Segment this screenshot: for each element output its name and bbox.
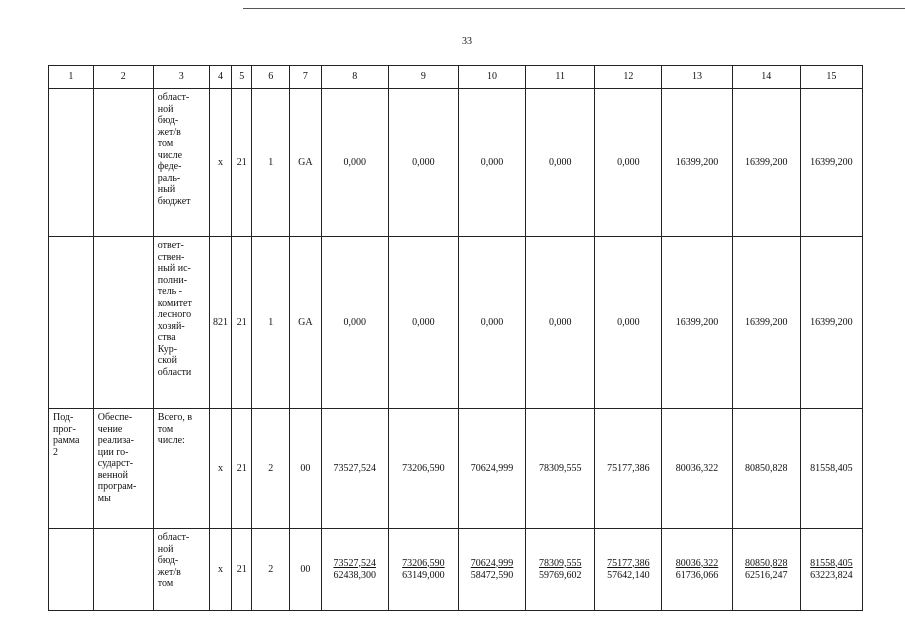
table-row	[49, 237, 863, 409]
header-cell: 11	[526, 66, 595, 89]
cell-rz: 21	[232, 237, 252, 409]
cell-value: 80850,828	[732, 409, 800, 529]
cell-value: 73206,590	[388, 409, 458, 529]
cell-value: 80036,322	[662, 409, 732, 529]
cell-value: 75177,386	[595, 409, 662, 529]
header-cell: 1	[49, 66, 94, 89]
cell-value-pair: 73527,524 62438,300	[321, 529, 388, 611]
cell-value-pair: 73206,590 63149,000	[388, 529, 458, 611]
cell-value-pair: 70624,999 58472,590	[458, 529, 525, 611]
header-cell: 12	[595, 66, 662, 89]
cell-grbs: x	[209, 529, 231, 611]
header-row	[49, 66, 863, 89]
cell-value: 16399,200	[800, 89, 862, 237]
cell-value-pair: 75177,386 57642,140	[595, 529, 662, 611]
cell-source: Всего, в том числе:	[153, 409, 209, 529]
cell-rz: 21	[232, 409, 252, 529]
cell-value: 0,000	[321, 89, 388, 237]
header-cell: 3	[153, 66, 209, 89]
cell-value-pair: 81558,405 63223,824	[800, 529, 862, 611]
cell-program	[49, 237, 94, 409]
cell-program	[49, 89, 94, 237]
top-rule	[243, 8, 905, 9]
cell-name: Обеспе- чение реализа- ции го- сударст- венной програм- мы	[93, 409, 153, 529]
cell-value: 0,000	[388, 237, 458, 409]
header-cell: 9	[388, 66, 458, 89]
cell-name	[93, 89, 153, 237]
cell-grbs: 821	[209, 237, 231, 409]
header-cell: 5	[232, 66, 252, 89]
table-row	[49, 409, 863, 529]
cell-value: 78309,555	[526, 409, 595, 529]
cell-value: 73527,524	[321, 409, 388, 529]
cell-name	[93, 529, 153, 611]
cell-grbs: x	[209, 89, 231, 237]
header-cell: 13	[662, 66, 732, 89]
cell-value-pair: 80036,322 61736,066	[662, 529, 732, 611]
cell-program	[49, 529, 94, 611]
cell-source: област- ной бюд- жет/в том числе феде- раль- ный бюджет	[153, 89, 209, 237]
header-cell: 6	[252, 66, 290, 89]
header-cell: 15	[800, 66, 862, 89]
cell-value: 0,000	[595, 89, 662, 237]
header-cell: 8	[321, 66, 388, 89]
cell-value: 0,000	[526, 89, 595, 237]
header-cell: 4	[209, 66, 231, 89]
cell-csr: 00	[290, 409, 322, 529]
cell-pr: 2	[252, 409, 290, 529]
cell-program: Под- прог- рамма 2	[49, 409, 94, 529]
cell-value: 16399,200	[732, 237, 800, 409]
cell-value: 0,000	[458, 237, 525, 409]
cell-name	[93, 237, 153, 409]
cell-csr: GA	[290, 89, 322, 237]
cell-value: 16399,200	[662, 89, 732, 237]
cell-value: 16399,200	[662, 237, 732, 409]
cell-value: 0,000	[595, 237, 662, 409]
cell-value: 81558,405	[800, 409, 862, 529]
cell-value: 0,000	[388, 89, 458, 237]
cell-value: 70624,999	[458, 409, 525, 529]
cell-value-pair: 78309,555 59769,602	[526, 529, 595, 611]
page-number: 33	[462, 36, 472, 47]
cell-source: област- ной бюд- жет/в том	[153, 529, 209, 611]
header-cell: 14	[732, 66, 800, 89]
cell-csr: GA	[290, 237, 322, 409]
header-cell: 7	[290, 66, 322, 89]
cell-value-pair: 80850,828 62516,247	[732, 529, 800, 611]
header-cell: 10	[458, 66, 525, 89]
table-row	[49, 529, 863, 611]
header-cell: 2	[93, 66, 153, 89]
cell-value: 16399,200	[732, 89, 800, 237]
cell-csr: 00	[290, 529, 322, 611]
cell-value: 0,000	[526, 237, 595, 409]
cell-grbs: x	[209, 409, 231, 529]
cell-pr: 1	[252, 89, 290, 237]
cell-pr: 2	[252, 529, 290, 611]
cell-value: 0,000	[458, 89, 525, 237]
cell-value: 0,000	[321, 237, 388, 409]
table-row	[49, 89, 863, 237]
budget-table	[48, 65, 863, 611]
cell-source: ответ- ствен- ный ис- полни- тель - комитет лесного хозяй- ства Кур- ской области	[153, 237, 209, 409]
cell-rz: 21	[232, 89, 252, 237]
cell-rz: 21	[232, 529, 252, 611]
cell-pr: 1	[252, 237, 290, 409]
cell-value: 16399,200	[800, 237, 862, 409]
